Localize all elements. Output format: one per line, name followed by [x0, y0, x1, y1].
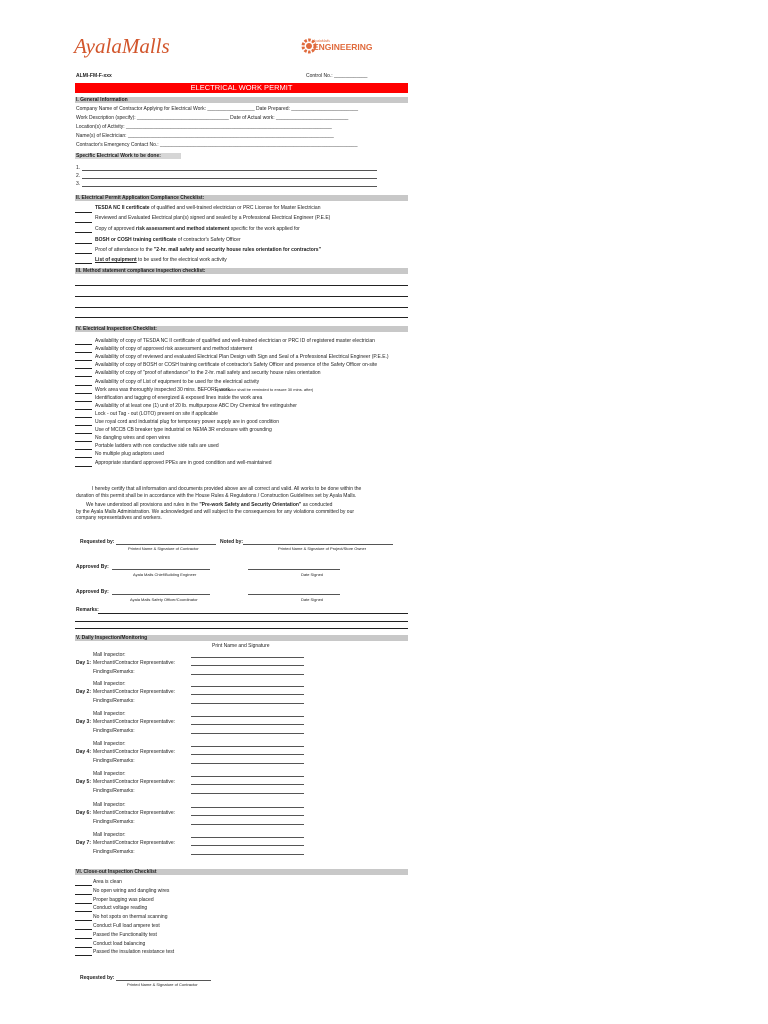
- checkbox-line[interactable]: [75, 376, 92, 377]
- method-line-3: [75, 307, 408, 308]
- print-name-header: Print Name and Signature: [212, 643, 270, 649]
- merchant-representative-label: Merchant/Contractor Representative:: [93, 779, 175, 785]
- item-number-3: 3.: [76, 181, 81, 187]
- signature-line[interactable]: [191, 763, 304, 764]
- checkbox-line[interactable]: [75, 263, 92, 264]
- section-daily-inspection: V. Daily Inspection/Monitoring: [75, 635, 408, 641]
- control-number: Control No.: ____________: [306, 73, 368, 79]
- inspection-item: Availability of copy of reviewed and evaluated Electrical Plan Design with Sign and Seal of a Professional Electrical Engineer (P.E.E.): [95, 354, 389, 361]
- inspection-note: (contractor shall be reminded to ensure 30 mins. after): [217, 387, 314, 393]
- close-out-item: Conduct load balancing: [93, 940, 146, 947]
- signature-line[interactable]: [191, 807, 304, 808]
- merchant-representative-label: Merchant/Contractor Representative:: [93, 689, 175, 695]
- certification-line-5: company representatives and workers.: [76, 515, 162, 521]
- footer-requested-by-line[interactable]: [116, 980, 211, 981]
- close-out-item: Passed the Functionality test: [93, 931, 157, 938]
- noted-by-label: Noted by:: [220, 539, 244, 545]
- date-signed-caption-2: Date Signed: [301, 597, 324, 602]
- inspection-item: Portable ladders with non conductive side rails are used: [95, 443, 219, 450]
- checkbox-line[interactable]: [75, 920, 92, 921]
- footer-printed-caption: Printed Name & Signature of Contractor: [127, 982, 198, 987]
- signature-line[interactable]: [191, 716, 304, 717]
- mall-inspector-label: Mall Inspector:: [93, 652, 126, 658]
- checkbox-line[interactable]: [75, 253, 92, 254]
- close-out-item: Passed the insulation resistance test: [93, 949, 175, 956]
- checkbox-line[interactable]: [75, 393, 92, 394]
- mall-inspector-label: Mall Inspector:: [93, 802, 126, 808]
- inspection-item: Lock - out Tag - out (LOTO) present on site if applicable: [95, 410, 218, 417]
- checkbox-line[interactable]: [75, 466, 92, 467]
- approved-by-line-1[interactable]: [112, 569, 210, 570]
- findings-label: Findings/Remarks:: [93, 849, 135, 855]
- findings-label: Findings/Remarks:: [93, 669, 135, 675]
- item-number-1: 1.: [76, 165, 81, 171]
- certification-line-1: I hereby certify that all information and documents provided above are all correct and valid. All works to be done within the: [92, 486, 362, 492]
- approved-by-label-2: Approved By:: [76, 589, 109, 595]
- checkbox-line[interactable]: [75, 955, 92, 956]
- printed-contractor-caption: Printed Name & Signature of Contractor: [128, 546, 199, 551]
- day-label: Day 4:: [76, 749, 92, 755]
- merchant-representative-label: Merchant/Contractor Representative:: [93, 810, 175, 816]
- findings-label: Findings/Remarks:: [93, 788, 135, 794]
- merchant-representative-label: Merchant/Contractor Representative:: [93, 719, 175, 725]
- section-permit-compliance: II. Electrical Permit Application Compliance Checklist:: [75, 195, 408, 201]
- inspection-item: Availability of copy of "proof of attendance" to the 2-hr. mall safety and security house rules orientation: [95, 370, 321, 377]
- specific-work-line-1: [82, 170, 377, 171]
- day-label: Day 5:: [76, 779, 92, 785]
- specific-work-line-2: [82, 178, 377, 179]
- close-out-item: No hot spots on thermal scanning: [93, 914, 168, 921]
- signature-line[interactable]: [191, 733, 304, 734]
- remarks-line-1[interactable]: [98, 613, 408, 614]
- method-line-1: [75, 285, 408, 286]
- checkbox-line[interactable]: [75, 232, 92, 233]
- engineering-text: ENGINEERING: [313, 42, 373, 52]
- compliance-item-6: List of equipment to be used for the electrical work activity: [95, 257, 227, 263]
- checkbox-line[interactable]: [75, 243, 92, 244]
- compliance-item-2: Reviewed and Evaluated Electrical plan(s) signed and sealed by a Professional Electrical Engineer (P.E.E): [95, 215, 331, 221]
- emergency-contact-line: Contractor's Emergency Contact No.: _______________________________________________________________________: [76, 142, 358, 148]
- checkbox-line[interactable]: [75, 385, 92, 386]
- noted-by-line[interactable]: [243, 544, 393, 545]
- checkbox-line[interactable]: [75, 352, 92, 353]
- signature-line[interactable]: [191, 703, 304, 704]
- checkbox-line[interactable]: [75, 457, 92, 458]
- signature-line[interactable]: [191, 665, 304, 666]
- day-label: Day 6:: [76, 810, 92, 816]
- close-out-item: No open wiring and dangling wires: [93, 887, 170, 894]
- checkbox-line[interactable]: [75, 417, 92, 418]
- electrician-name-line: Name(s) of Electrician: __________________________________________________________________________: [76, 133, 334, 139]
- day-label: Day 3:: [76, 719, 92, 725]
- findings-label: Findings/Remarks:: [93, 728, 135, 734]
- inspection-item: Use of MCCB CB breaker type industrial on NEMA 3R enclosure with grounding: [95, 427, 272, 434]
- signature-line[interactable]: [191, 776, 304, 777]
- close-out-item: Conduct Full load ampere test: [93, 923, 160, 929]
- signature-line[interactable]: [191, 784, 304, 785]
- close-out-item: Area is clean: [93, 879, 122, 885]
- checkbox-line[interactable]: [75, 929, 92, 930]
- printed-project-caption: Printed Name & Signature of Project/Store Owner: [278, 546, 367, 551]
- inspection-item: Availability of at least one (1) unit of 20 lb. multipurpose ABC Dry Chemical fire extinguisher: [95, 402, 297, 409]
- checkbox-line[interactable]: [75, 911, 92, 912]
- findings-label: Findings/Remarks:: [93, 758, 135, 764]
- inspection-item: Identification and tagging of energized & exposed lines inside the work area: [95, 394, 263, 401]
- checkbox-line[interactable]: [75, 947, 92, 948]
- signature-line[interactable]: [191, 746, 304, 747]
- mall-inspector-label: Mall Inspector:: [93, 711, 126, 717]
- signature-line[interactable]: [191, 845, 304, 846]
- signature-line[interactable]: [191, 754, 304, 755]
- inspection-item: Availability of copy of BOSH or COSH training certificate of contractor's Safety Officer and presence of the Safety Officer on-site: [95, 362, 378, 369]
- signature-line[interactable]: [191, 824, 304, 825]
- checkbox-line[interactable]: [75, 212, 92, 213]
- mall-inspector-label: Mall Inspector:: [93, 771, 126, 777]
- inspection-item: No dangling wires and open wires: [95, 435, 171, 442]
- checkbox-line[interactable]: [75, 938, 92, 939]
- inspection-item: Availability of copy of approved risk assessment and method statement: [95, 346, 253, 353]
- approved-by-line-2[interactable]: [112, 594, 210, 595]
- day-label: Day 7:: [76, 840, 92, 846]
- compliance-item-1: TESDA NC II certificate of qualified and well-trained electrician or PRC License for Master Electrician: [95, 205, 321, 211]
- merchant-representative-label: Merchant/Contractor Representative:: [93, 840, 175, 846]
- close-out-item: Proper bagging was placed: [93, 896, 154, 903]
- form-code: ALMI-FM-F-xxx: [76, 73, 112, 79]
- safety-officer-caption: Ayala Malls Safety Officer/Coordinator: [130, 597, 198, 602]
- mall-inspector-label: Mall Inspector:: [93, 681, 126, 687]
- checkbox-line[interactable]: [75, 449, 92, 450]
- inspection-item: Availability of copy of TESDA NC II certificate of qualified and well-trained electrician or PRC ID of registered master electrician: [95, 338, 375, 344]
- footer-requested-by-label: Requested by:: [80, 975, 115, 981]
- requested-by-line[interactable]: [116, 544, 216, 545]
- inspection-item: Use royal cord and industrial plug for temporary power supply are in good condition: [95, 419, 279, 425]
- date-signed-caption-1: Date Signed: [301, 572, 324, 577]
- location-line: Location(s) of Activity: __________________________________________________________________________: [76, 124, 332, 130]
- mall-inspector-label: Mall Inspector:: [93, 832, 126, 838]
- signature-line[interactable]: [191, 694, 304, 695]
- remarks-line-2[interactable]: [75, 621, 408, 622]
- chief-engineer-caption: Ayala Malls Chief/Building Engineer: [133, 572, 197, 577]
- item-number-2: 2.: [76, 173, 81, 179]
- checkbox-line[interactable]: [75, 433, 92, 434]
- mall-inspector-label: Mall Inspector:: [93, 741, 126, 747]
- inspection-item: Work area was thoroughly inspected 30 mins. BEFORE work.: [95, 386, 232, 393]
- company-name-line: Company Name of Contractor Applying for Electrical Work: _________________ Date Prepared: ________________________: [76, 106, 359, 112]
- checkbox-line[interactable]: [75, 441, 92, 442]
- checkbox-line[interactable]: [75, 425, 92, 426]
- close-out-item: Conduct voltage reading: [93, 905, 148, 912]
- remarks-line-3[interactable]: [75, 628, 408, 629]
- compliance-item-3: Copy of approved risk assessment and method statement specific for the work applied for: [95, 226, 300, 232]
- section-electrical-inspection: IV. Electrical Inspection Checklist:: [75, 326, 408, 332]
- requested-by-label: Requested by:: [80, 539, 115, 545]
- day-label: Day 1:: [76, 660, 92, 666]
- signature-line[interactable]: [191, 657, 304, 658]
- checkbox-line[interactable]: [75, 368, 92, 369]
- specific-work-label: Specific Electrical Work to be done:: [76, 153, 161, 159]
- checkbox-line[interactable]: [75, 409, 92, 410]
- signature-line[interactable]: [191, 793, 304, 794]
- section-method-statement: III. Method statement compliance inspection checklist:: [75, 268, 408, 274]
- merchant-representative-label: Merchant/Contractor Representative:: [93, 660, 175, 666]
- remarks-label: Remarks:: [76, 607, 99, 613]
- date-signed-line-2[interactable]: [248, 594, 340, 595]
- section-general-information: I. General Information: [75, 97, 408, 103]
- certification-line-2: duration of this permit shall be in accordance with the House Rules & Regulations / Construction Guidelines set by Ayala Malls.: [76, 493, 357, 499]
- engineering-small-text: AyalaMalls: [313, 39, 330, 43]
- work-description-line: Work Description (specify): _________________________________ Date of Actual work: __________________________: [76, 115, 349, 121]
- checkbox-line[interactable]: [75, 222, 92, 223]
- date-signed-line-1[interactable]: [248, 569, 340, 570]
- checkbox-line[interactable]: [75, 894, 92, 895]
- inspection-item: Appropriate standard approved PPEs are in good condition and well-maintained: [95, 459, 272, 466]
- checkbox-line[interactable]: [75, 401, 92, 402]
- checkbox-line[interactable]: [75, 885, 92, 886]
- findings-label: Findings/Remarks:: [93, 819, 135, 825]
- checkbox-line[interactable]: [75, 903, 92, 904]
- signature-line[interactable]: [191, 815, 304, 816]
- findings-label: Findings/Remarks:: [93, 698, 135, 704]
- day-label: Day 2:: [76, 689, 92, 695]
- compliance-item-5: Proof of attendance to the "2-hr. mall safety and security house rules orientation for contractors": [95, 247, 321, 253]
- certification-line-4: by the Ayala Malls Administration. We acknowledged and will subject to the consequences for any violations committed by our: [76, 509, 355, 515]
- method-line-4: [75, 317, 408, 318]
- inspection-item: Availability of copy of List of equipment to be used for the electrical activity: [95, 378, 260, 385]
- compliance-item-4: BOSH or COSH training certificate of contractor's Safety Officer: [95, 237, 241, 243]
- signature-line[interactable]: [191, 686, 304, 687]
- checkbox-line[interactable]: [75, 344, 92, 345]
- specific-work-line-3: [82, 186, 377, 187]
- signature-line[interactable]: [191, 837, 304, 838]
- form-title: ELECTRICAL WORK PERMIT: [75, 83, 408, 93]
- signature-line[interactable]: [191, 854, 304, 855]
- signature-line[interactable]: [191, 724, 304, 725]
- signature-line[interactable]: [191, 674, 304, 675]
- method-line-2: [75, 296, 408, 297]
- section-close-out: VI. Close-out Inspection Checklist: [75, 869, 408, 875]
- certification-line-3: We have understood all provisions and rules in the "Pre-work Safety and Security Orientation" as conducted: [86, 502, 333, 508]
- approved-by-label: Approved By:: [76, 564, 109, 570]
- checkbox-line[interactable]: [75, 360, 92, 361]
- inspection-item: No multiple plug adaptors used: [95, 451, 164, 458]
- ayala-malls-logo: AyalaMalls: [74, 34, 170, 58]
- merchant-representative-label: Merchant/Contractor Representative:: [93, 749, 175, 755]
